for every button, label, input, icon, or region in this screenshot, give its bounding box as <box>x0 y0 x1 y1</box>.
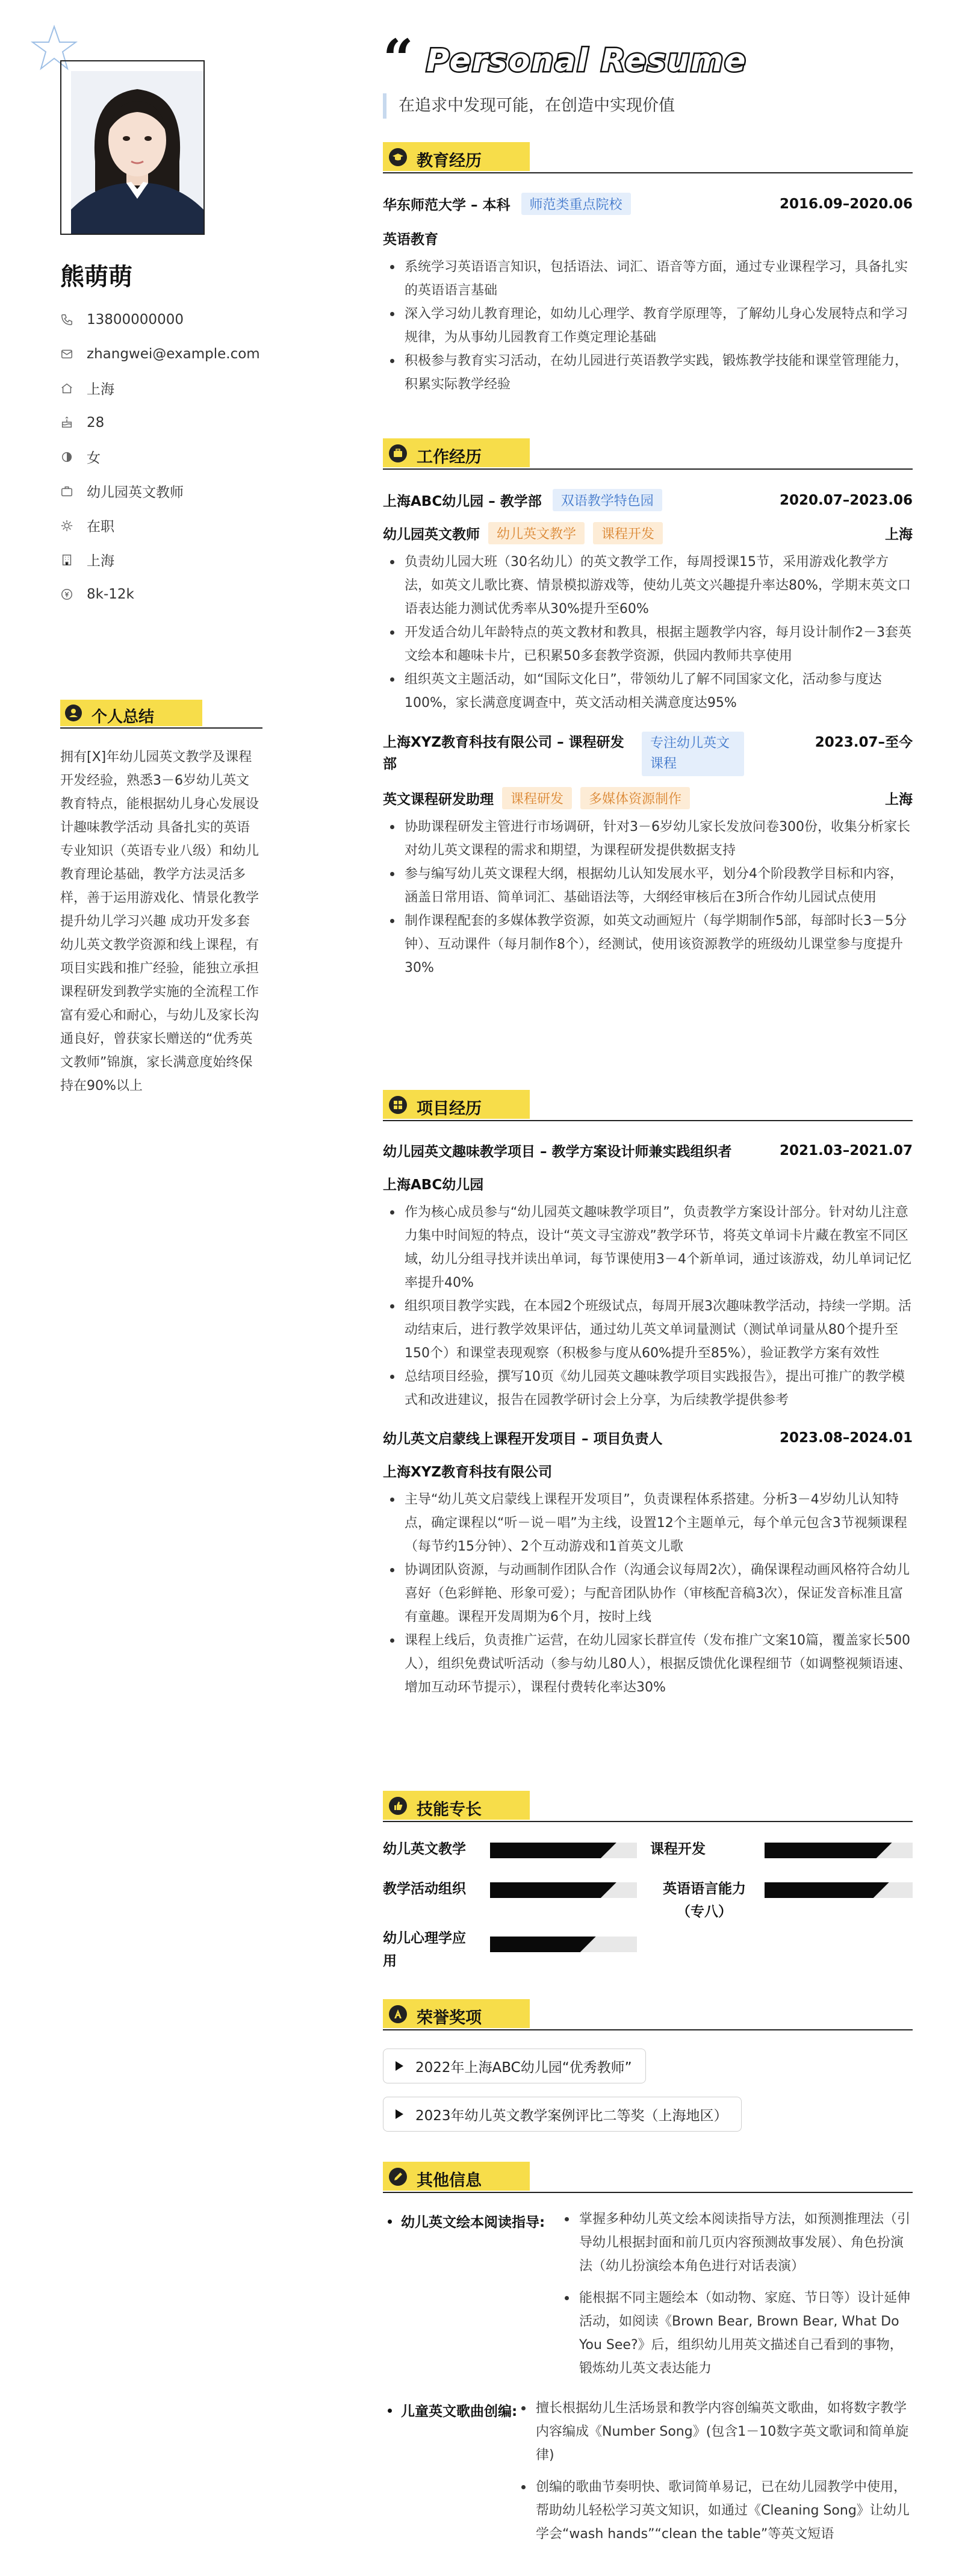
project-date: 2021.03–2021.07 <box>779 1142 913 1159</box>
company-tag: 双语教学特色园 <box>553 489 662 511</box>
skill-name: 英语语言能力（专八） <box>663 1881 746 1920</box>
projects-title: 项目经历 <box>417 1100 482 1118</box>
location-value: 上海 <box>87 382 114 397</box>
info-email <box>60 337 260 371</box>
graduation-cap-icon <box>389 148 407 166</box>
work-section <box>383 436 913 980</box>
job-date: 2023.07–至今 <box>815 735 913 750</box>
projects-header <box>383 1087 913 1121</box>
list-item: 主导“幼儿英文启蒙线上课程开发项目”，负责课程体系搭建。分析3－4岁幼儿认知特点，确定课程以“听－说－唱”为主线，设置12个主题单元，每个单元包含3节视频课程（每节约15分钟）、2个互动游戏和1首英文儿歌 <box>383 1488 913 1558</box>
list-item: 参与编写幼儿英文课程大纲，根据幼儿认知发展水平，划分4个阶段教学目标和内容，涵盖日常用语、简单词汇、基础语法等，大纲经审核后在3所合作幼儿园试点使用 <box>383 862 913 909</box>
skill-bar-fill <box>765 1882 889 1898</box>
list-item: 系统学习英语语言知识，包括语法、词汇、语音等方面，通过专业课程学习，具备扎实的英语语言基础 <box>383 255 913 302</box>
work-header <box>383 436 913 470</box>
user-icon <box>65 705 82 721</box>
awards-section <box>383 1997 913 2141</box>
education-row <box>383 193 913 215</box>
summary-section-header <box>60 697 262 729</box>
contact-info-list <box>60 302 260 611</box>
list-item: 掌握多种幼儿英文绘本阅读指导方法，如预测推理法（引导幼儿根据封面和前几页内容预测故事发展）、角色扮演法（幼儿扮演绘本角色进行对话表演） <box>557 2207 913 2278</box>
summary-title: 个人总结 <box>92 708 155 726</box>
job-bullets <box>383 550 913 715</box>
skill-bar <box>765 1843 913 1858</box>
job-role: 英文课程研发助理 <box>383 792 494 807</box>
gender-value: 女 <box>87 450 101 466</box>
sidebar <box>0 0 271 2576</box>
project-bullets <box>383 1488 913 1699</box>
project-bullets <box>383 1201 913 1412</box>
other-title: 其他信息 <box>417 2171 482 2190</box>
role-row <box>383 522 913 544</box>
award-item <box>383 2049 646 2083</box>
skill-bar <box>490 1937 637 1952</box>
role-tag: 课程研发 <box>502 787 572 809</box>
list-item: 组织英文主题活动，如“国际文化日”，带领幼儿了解不同国家文化，活动参与度达100%，家长满意度调查中，英文活动相关满意度达95% <box>383 668 913 715</box>
info-age <box>60 405 253 440</box>
skill-name: 幼儿英文教学 <box>383 1841 466 1857</box>
awards-title: 荣誉奖项 <box>417 2009 482 2027</box>
job-role: 幼儿园英文教师 <box>383 527 480 543</box>
list-item: 总结项目经验，撰写10页《幼儿园英文趣味教学项目实践报告》，提出可推广的教学模式和改进建议，报告在园教学研讨会上分享，为后续教学提供参考 <box>383 1365 913 1412</box>
company-name: 上海XYZ教育科技有限公司 – 课程研发部 <box>383 735 624 772</box>
project-name: 幼儿英文启蒙线上课程开发项目 – 项目负责人 <box>383 1431 663 1447</box>
salary-value: 8k-12k <box>87 586 134 602</box>
phone-value[interactable]: 13800000000 <box>87 311 184 328</box>
expected-city-value: 上海 <box>87 553 114 569</box>
project-date: 2023.08–2024.01 <box>779 1430 913 1446</box>
age-value: 28 <box>87 414 105 431</box>
education-title: 教育经历 <box>417 152 482 170</box>
education-bullets <box>383 255 913 396</box>
skills-header <box>383 1788 913 1822</box>
gender-icon <box>60 450 73 464</box>
project-org: 上海ABC幼儿园 <box>383 1177 484 1193</box>
other-info-section <box>383 2159 913 2576</box>
skill-bar <box>490 1882 637 1898</box>
info-expected-city <box>60 543 253 577</box>
thumbs-up-icon <box>389 1797 407 1815</box>
home-icon <box>60 382 73 395</box>
skill-bar <box>490 1843 637 1858</box>
candidate-name: 熊萌萌 <box>60 263 132 291</box>
education-date: 2016.09–2020.06 <box>779 196 913 212</box>
education-section <box>383 140 913 396</box>
other-header <box>383 2159 913 2193</box>
school-name: 华东师范大学 – 本科 <box>383 198 511 213</box>
other-bullets <box>557 2207 913 2380</box>
cake-icon <box>60 416 73 429</box>
job-title-value: 幼儿园英文教师 <box>87 485 184 500</box>
company-name: 上海ABC幼儿园 – 教学部 <box>383 494 542 509</box>
mail-icon <box>60 347 73 361</box>
skill-bar-fill <box>490 1843 616 1858</box>
grid-icon <box>389 1096 407 1114</box>
resume-title-text: Personal Resume <box>426 43 747 79</box>
other-label: 儿童英文歌曲创编: <box>401 2400 517 2420</box>
skill-bar-fill <box>490 1937 596 1952</box>
skill-name: 幼儿心理学应用 <box>383 1930 466 1969</box>
list-item: 创编的歌曲节奏明快、歌词简单易记，已在幼儿园教学中使用，帮助幼儿轻松学习英文知识，如通过《Cleaning Song》让幼儿学会“wash hands”“clean the table”等英文短语 <box>514 2475 913 2546</box>
projects-section <box>383 1087 913 1699</box>
job-date: 2020.07–2023.06 <box>779 492 913 508</box>
other-bullets <box>514 2397 913 2546</box>
award-text: 2022年上海ABC幼儿园“优秀教师” <box>415 2059 632 2076</box>
avatar <box>71 71 203 234</box>
play-triangle-icon <box>396 2109 403 2119</box>
info-phone <box>60 302 253 337</box>
job-city: 上海 <box>885 792 913 807</box>
list-item: 课程上线后，负责推广运营，在幼儿园家长群宣传（发布推广文案10篇，覆盖家长500人），组织免费试听活动（参与幼儿80人），根据反馈优化课程细节（如调整视频语速、增加互动环节提示），课程付费转化率达30% <box>383 1629 913 1699</box>
job-row <box>383 732 913 776</box>
briefcase-icon <box>389 444 407 462</box>
school-tag: 师范类重点院校 <box>521 193 631 215</box>
job-city: 上海 <box>885 527 913 543</box>
list-item: 擅长根据幼儿生活场景和教学内容创编英文歌曲，如将数字教学内容编成《Number Song》(包含1－10数字英文歌词和简单旋律) <box>514 2397 913 2467</box>
education-header <box>383 140 913 173</box>
awards-header <box>383 1997 913 2030</box>
work-title: 工作经历 <box>417 448 482 467</box>
email-value[interactable]: zhangwei@example.com <box>87 346 260 362</box>
status-value: 在职 <box>87 519 114 535</box>
job-row <box>383 489 913 511</box>
other-label: 幼儿英文绘本阅读指导: <box>401 2211 545 2231</box>
role-tag: 幼儿英文教学 <box>488 522 585 544</box>
info-job-title <box>60 474 253 508</box>
skill-bar-fill <box>765 1843 892 1858</box>
list-item: 组织项目教学实践，在本园2个班级试点，每周开展3次趣味教学活动，持续一学期。活动结束后，进行教学效果评估，通过幼儿英文单词量测试（测试单词量从80个提升至150个）和课堂表现观察（积极参与度从60%提升至85%），验证教学方案有效性 <box>383 1295 913 1365</box>
status-icon <box>60 519 73 532</box>
resume-title <box>383 29 913 89</box>
list-item: 制作课程配套的多媒体教学资源，如英文动画短片（每学期制作5部，每部时长3－5分钟）、互动课件（每月制作8个），经测试，使用该资源教学的班级幼儿课堂参与度提升30% <box>383 909 913 980</box>
list-item: 作为核心成员参与“幼儿园英文趣味教学项目”，负责教学方案设计部分。针对幼儿注意力集中时间短的特点，设计“英文寻宝游戏”教学环节，将英文单词卡片藏在教室不同区域，幼儿分组寻找并读出单词，每节课使用3－4个新单词，通过该游戏，幼儿单词记忆率提升40% <box>383 1201 913 1295</box>
skills-title: 技能专长 <box>417 1800 482 1819</box>
play-triangle-icon <box>396 2061 403 2071</box>
info-location <box>60 371 253 405</box>
pen-icon <box>389 2168 407 2186</box>
role-tag: 课程开发 <box>593 522 663 544</box>
job-bullets <box>383 815 913 980</box>
briefcase-icon <box>60 485 73 498</box>
summary-text: 拥有[X]年幼儿园英文教学及课程开发经验，熟悉3－6岁幼儿英文教育特点，能根据幼儿身心发展设计趣味教学活动 具备扎实的英语专业知识（英语专业八级）和幼儿教育理论基础，教学方法灵活多样，善于运用游戏化、情景化教学提升幼儿学习兴趣 成功开发多套幼儿英文教学资源和线上课程，有项目实践和推广经验，能独立承担课程研发到教学实施的全流程工作 富有爱心和耐心，与幼儿及家长沟通良好，曾获家长赠送的“优秀英文教师”锦旗，家长满意度始终保持在90%以上 <box>60 750 259 1094</box>
project-org: 上海XYZ教育科技有限公司 <box>383 1464 553 1480</box>
role-row <box>383 787 913 809</box>
skill-bar-fill <box>490 1882 616 1898</box>
project-row <box>383 1428 913 1448</box>
phone-icon <box>60 313 73 326</box>
info-status <box>60 508 253 543</box>
info-salary <box>60 577 253 611</box>
role-tag: 多媒体资源制作 <box>580 787 690 809</box>
quote-mark-icon: “ <box>383 29 414 89</box>
award-item <box>383 2097 742 2132</box>
award-icon <box>389 2005 407 2023</box>
list-item: 负责幼儿园大班（30名幼儿）的英文教学工作，每周授课15节，采用游戏化教学方法，如英文儿歌比赛、情景模拟游戏等，使幼儿英文兴趣提升率达80%，学期末英文口语表达能力测试优秀率从30%提升至60% <box>383 550 913 621</box>
list-item: 能根据不同主题绘本（如动物、家庭、节日等）设计延伸活动，如阅读《Brown Bear, Brown Bear, What Do You See?》后，组织幼儿用英文描述自己看到的事物，锻炼幼儿英文表达能力 <box>557 2286 913 2380</box>
list-item: 协助课程研发主管进行市场调研，针对3－6岁幼儿家长发放问卷300份，收集分析家长对幼儿英文课程的需求和期望，为课程研发提供数据支持 <box>383 815 913 862</box>
list-item: 开发适合幼儿年龄特点的英文教材和教具，根据主题教学内容，每月设计制作2－3套英文绘本和趣味卡片，已积累50多套教学资源，供园内教师共享使用 <box>383 621 913 668</box>
company-tag: 专注幼儿英文课程 <box>642 732 744 776</box>
money-icon <box>60 588 73 601</box>
award-text: 2023年幼儿英文教学案例评比二等奖（上海地区） <box>415 2108 728 2124</box>
list-item: 积极参与教育实习活动，在幼儿园进行英语教学实践，锻炼教学技能和课堂管理能力，积累实际教学经验 <box>383 349 913 396</box>
project-name: 幼儿园英文趣味教学项目 – 教学方案设计师兼实践组织者 <box>383 1144 732 1160</box>
project-row <box>383 1140 913 1160</box>
skill-bar <box>765 1882 913 1898</box>
info-gender <box>60 440 253 474</box>
list-item: 协调团队资源，与动画制作团队合作（沟通会议每周2次），确保课程动画风格符合幼儿喜好（色彩鲜艳、形象可爱）；与配音团队协作（审核配音稿3次），保证发音标准且富有童趣。课程开发周期为6个月，按时上线 <box>383 1558 913 1629</box>
major: 英语教育 <box>383 232 438 247</box>
skills-section <box>383 1788 913 1969</box>
profile-photo <box>71 71 203 234</box>
skill-name: 教学活动组织 <box>383 1881 466 1897</box>
list-item: 深入学习幼儿教育理论，如幼儿心理学、教育学原理等，了解幼儿身心发展特点和学习规律，为从事幼儿园教育工作奠定理论基础 <box>383 302 913 349</box>
building-icon <box>60 553 73 567</box>
resume-subtitle: 在追求中发现可能，在创造中实现价值 <box>383 93 675 119</box>
skill-name: 课程开发 <box>650 1841 706 1857</box>
